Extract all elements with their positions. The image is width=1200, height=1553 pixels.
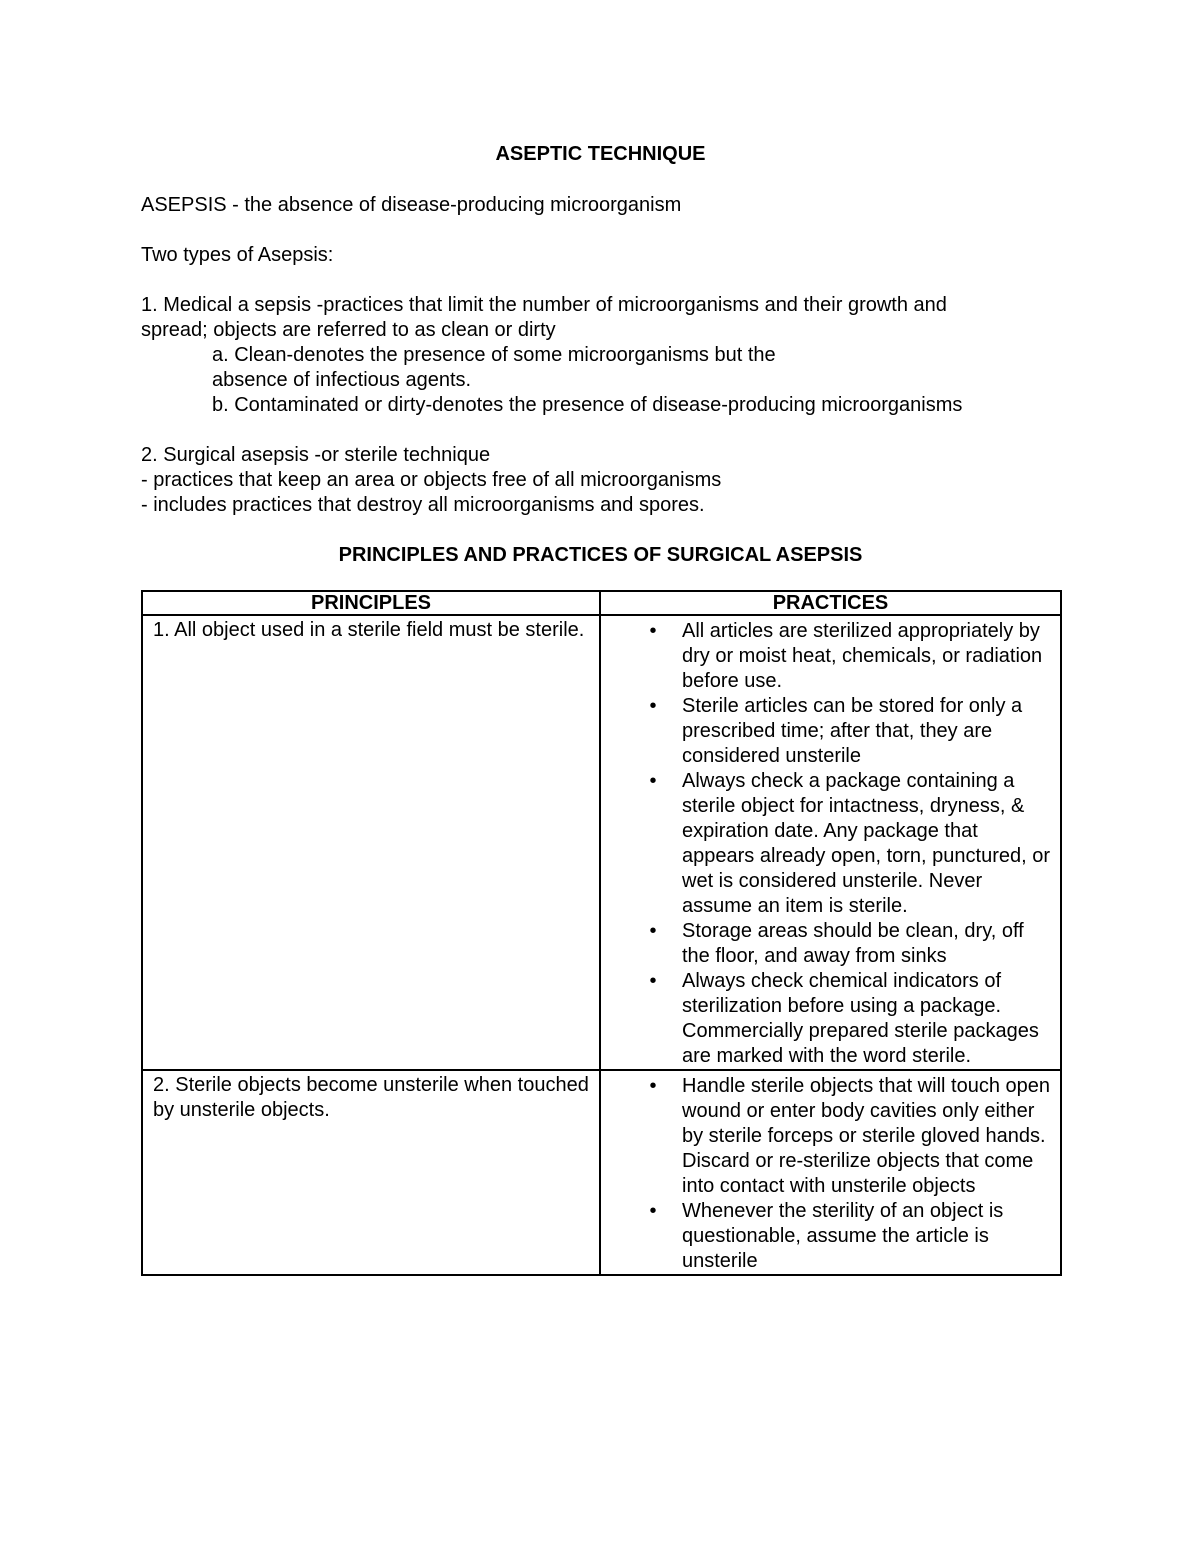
practices-cell	[600, 1070, 1061, 1275]
surgical-asepsis-line-2: - practices that keep an area or objects free of all microorganisms	[141, 469, 722, 491]
practice-text: Storage areas should be clean, dry, off the floor, and away from sinks	[682, 920, 1024, 967]
principles-practices-table	[141, 590, 1062, 1276]
practice-text: Always check a package containing a sterile object for intactness, dryness, & expiration date. Any package that appears already open, torn, punctured, or wet is considered unsterile. Never assume an item is sterile.	[682, 770, 1051, 917]
practice-text: Whenever the sterility of an object is questionable, assume the article is unsterile	[682, 1200, 1004, 1272]
principles-header: PRINCIPLES	[142, 591, 600, 615]
bullet-icon: •	[649, 970, 657, 992]
list-item	[601, 769, 1052, 919]
practices-cell	[600, 615, 1061, 1070]
list-item	[601, 1199, 1052, 1274]
principle-cell	[142, 615, 600, 1070]
list-item	[601, 919, 1052, 969]
surgical-asepsis-line-3: - includes practices that destroy all microorganisms and spores.	[141, 494, 705, 516]
bullet-icon: •	[649, 620, 657, 642]
section-title: PRINCIPLES AND PRACTICES OF SURGICAL ASEPSIS	[338, 544, 863, 566]
document-page	[141, 140, 1060, 1276]
table-row	[142, 615, 1061, 1070]
page-title: ASEPTIC TECHNIQUE	[495, 143, 706, 165]
practices-header: PRACTICES	[600, 591, 1061, 615]
clean-definition-line-2: absence of infectious agents.	[212, 369, 472, 391]
bullet-icon: •	[649, 1075, 657, 1097]
surgical-asepsis-line-1: 2. Surgical asepsis -or sterile technique	[141, 444, 491, 466]
bullet-icon: •	[649, 695, 657, 717]
practice-text: Handle sterile objects that will touch open wound or enter body cavities only either by sterile forceps or sterile gloved hands. Discard or re-sterilize objects that come into contact with unsterile objects	[682, 1075, 1050, 1197]
practice-text: All articles are sterilized appropriately by dry or moist heat, chemicals, or radiation before use.	[682, 620, 1043, 692]
bullet-icon: •	[649, 920, 657, 942]
medical-asepsis-line-1: 1. Medical a sepsis -practices that limit the number of microorganisms and their growth and	[141, 294, 947, 316]
list-item	[601, 1074, 1052, 1199]
spacer	[141, 418, 1060, 443]
principle-cell	[142, 1070, 600, 1275]
spacer	[141, 268, 1060, 293]
clean-definition-line-1: a. Clean-denotes the presence of some microorganisms but the	[212, 344, 776, 366]
bullet-icon: •	[649, 1200, 657, 1222]
table-row	[142, 1070, 1061, 1275]
asepsis-definition: ASEPSIS - the absence of disease-producing microorganism	[141, 194, 682, 216]
medical-asepsis-line-2: spread; objects are referred to as clean or dirty	[141, 319, 556, 341]
spacer	[141, 518, 1060, 543]
spacer	[141, 218, 1060, 243]
types-intro: Two types of Asepsis:	[141, 244, 334, 266]
table-header-row	[142, 591, 1061, 615]
dirty-definition: b. Contaminated or dirty-denotes the presence of disease-producing microorganisms	[212, 394, 963, 416]
principle-text: 2. Sterile objects become unsterile when touched by unsterile objects.	[153, 1074, 589, 1121]
spacer	[141, 168, 1060, 193]
list-item	[601, 619, 1052, 694]
principle-text: 1. All object used in a sterile field must be sterile.	[153, 619, 585, 641]
practices-list	[601, 616, 1060, 1069]
practice-text: Sterile articles can be stored for only a prescribed time; after that, they are considered unsterile	[682, 695, 1023, 767]
practices-list	[601, 1071, 1060, 1274]
list-item	[601, 969, 1052, 1069]
bullet-icon: •	[649, 770, 657, 792]
list-item	[601, 694, 1052, 769]
practice-text: Always check chemical indicators of sterilization before using a package. Commercially prepared sterile packages are marked with the word sterile.	[682, 970, 1039, 1067]
